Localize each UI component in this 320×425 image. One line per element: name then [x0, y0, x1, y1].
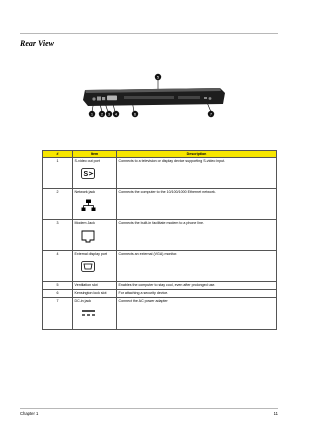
row-item: Kensington lock slot [73, 290, 117, 298]
row-item-label: Modem Jack [74, 221, 95, 225]
footer-chapter: Chapter 1 [20, 411, 39, 416]
row-description: Connect the AC power adapter [117, 298, 277, 330]
top-rule [20, 33, 278, 34]
row-item [73, 298, 117, 330]
row-description: For attaching a security device. [117, 290, 277, 298]
column-header-item: Item [73, 151, 117, 158]
network-port [97, 97, 101, 101]
callout-number-2: 2 [100, 111, 104, 117]
kensington-slot [204, 97, 207, 99]
row-item-label: DC-in jack [74, 299, 92, 303]
network-icon [81, 199, 96, 212]
vga-icon [81, 261, 96, 273]
table-row [43, 251, 277, 282]
column-header-number: # [43, 151, 73, 158]
callout-number-5: 5 [156, 74, 160, 80]
row-item-label: Network jack [74, 190, 96, 194]
port-description-table [42, 150, 277, 330]
row-item [73, 189, 117, 220]
row-description: Connects the computer to the 10/100/1000 Ethernet network. [117, 189, 277, 220]
section-title: Rear View [20, 39, 55, 48]
footer-page-number: 11 [273, 411, 278, 416]
callout-number-3: 3 [107, 111, 111, 117]
row-description: Connects an external (VGA) monitor. [117, 251, 277, 282]
table-row [43, 282, 277, 290]
row-number: 7 [43, 298, 73, 330]
bottom-rule [20, 408, 278, 409]
dc-in-port [209, 97, 212, 100]
row-item-label: External display port [74, 252, 108, 256]
modem-icon [81, 230, 95, 243]
table-row [43, 158, 277, 189]
row-description: Connects the built-in facilitate modem to a phone line. [117, 220, 277, 251]
row-item: Ventilation slot [73, 282, 117, 290]
row-item [73, 251, 117, 282]
row-number: 6 [43, 290, 73, 298]
table-row [43, 298, 277, 330]
modem-port [102, 97, 105, 100]
table-header-row [43, 151, 277, 158]
row-description: Connects to a television or display device supporting S-video input. [117, 158, 277, 189]
svg-text:S: S [83, 171, 88, 179]
callout-number-4: 4 [114, 111, 118, 117]
row-number: 1 [43, 158, 73, 189]
row-number: 5 [43, 282, 73, 290]
ventilation-slot [124, 96, 200, 99]
table-row [43, 290, 277, 298]
table-row [43, 220, 277, 251]
row-number: 3 [43, 220, 73, 251]
vga-port [107, 96, 117, 101]
dc-in-icon [81, 308, 96, 318]
row-number: 2 [43, 189, 73, 220]
row-item-label: S-video out port [74, 159, 100, 163]
callout-number-7: 7 [209, 111, 213, 117]
s-video-icon [81, 168, 96, 180]
laptop-rear-illustration [60, 60, 230, 122]
row-item [73, 220, 117, 251]
row-number: 4 [43, 251, 73, 282]
callout-number-1: 1 [90, 111, 94, 117]
column-header-description: Description [117, 151, 277, 158]
table-row [43, 189, 277, 220]
callout-number-6: 6 [133, 111, 137, 117]
s-video-port [92, 97, 95, 100]
row-description: Enables the computer to stay cool, even after prolonged use. [117, 282, 277, 290]
row-item [73, 158, 117, 189]
